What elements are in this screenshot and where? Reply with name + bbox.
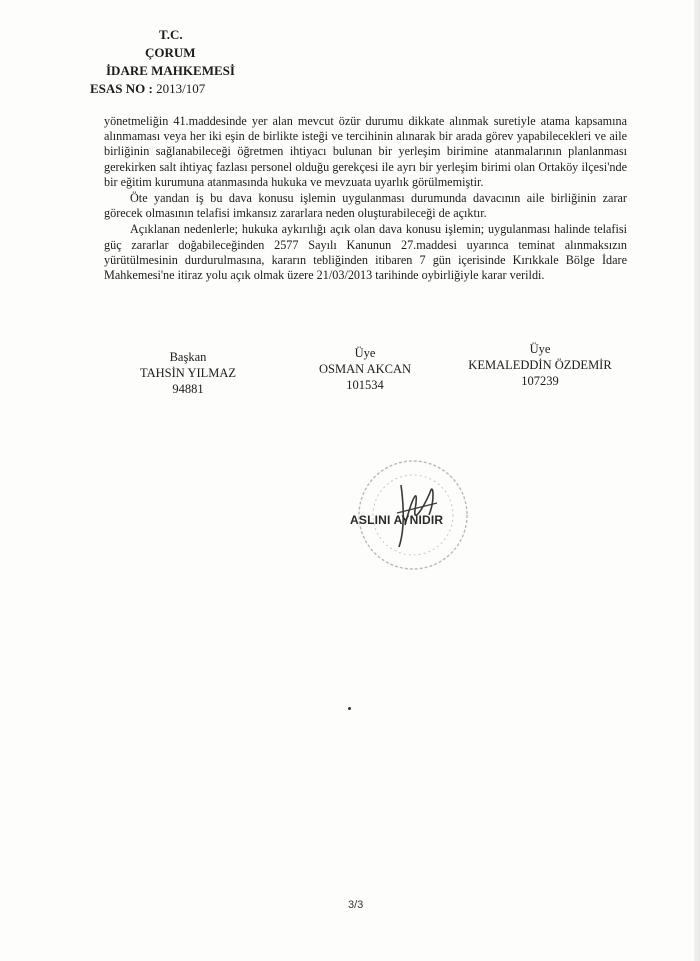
page-number: 3/3 xyxy=(348,899,364,911)
signer-registry: 94881 xyxy=(172,382,204,396)
scan-speck xyxy=(348,707,351,710)
signer-name: OSMAN AKCAN xyxy=(318,362,412,376)
body-paragraph-3: Açıklanan nedenlerle; hukuka aykırılığı açık olan dava konusu işlemin; uygulanması halinde telafisi güç zararlar doğabileceğinden 2577 Sayılı Kanunun 27.maddesi uyarınca teminat alınmaksızın yürütülmesinin durdurulmasına, kararın tebliğinden itibaren 7 gün içerisinde Kırıkkale Bölge İdare Mahkemesi'ne itiraz yolu açık olmak üzere 21/03/2013 tarihinde oybirliğiyle karar verildi. xyxy=(104,222,627,283)
body-paragraph-2: Öte yandan iş bu dava konusu işlemin uygulanması durumunda davacının aile birliğinin zarar görecek olmasının telafisi imkansız zararlara neden oluşturabileceği de açıktır. xyxy=(104,191,627,221)
signature-block xyxy=(0,342,700,405)
signer-title: Başkan xyxy=(169,350,207,364)
decision-body xyxy=(104,114,627,283)
signer-member-1 xyxy=(300,345,430,393)
signer-title: Üye xyxy=(354,346,376,360)
page-edge xyxy=(694,0,700,961)
signer-member-2 xyxy=(460,341,620,389)
signer-president xyxy=(118,349,258,397)
header-case-number xyxy=(90,80,205,98)
case-number-value: 2013/107 xyxy=(156,81,206,96)
signer-name: KEMALEDDİN ÖZDEMİR xyxy=(468,358,612,372)
header-city: ÇORUM xyxy=(145,45,196,60)
signer-name: TAHSİN YILMAZ xyxy=(139,366,237,380)
body-paragraph-1: yönetmeliğin 41.maddesinde yer alan mevcut özür durumu dikkate alınmak suretiyle atama kapsamına alınmaması veya her iki eşin de birlikte isteği ve tercihinin alınarak bir arada görev yapabilecekleri ve aile birliğinin sağlanabileceği öğretmen ihtiyacı bulunan bir yerleşim birimine atanmalarının planlanması gerekirken salt ihtiyaç fazlası personel olduğu gerekçesi ile ayrı bir yerleşim birimi olan Ortaköy ilçesi'nde bir eğitim kurumuna atanmasında hukuka ve mevzuata uyarlık görülmemiştir. xyxy=(104,114,627,189)
header-court: İDARE MAHKEMESİ xyxy=(106,63,235,78)
signer-title: Üye xyxy=(529,342,551,356)
case-number-label: ESAS NO : xyxy=(90,81,153,96)
signer-registry: 107239 xyxy=(521,374,559,388)
header-tc: T.C. xyxy=(159,27,183,42)
stamp-text: ASLINI AYNIDIR xyxy=(350,513,444,527)
signer-registry: 101534 xyxy=(346,378,384,392)
